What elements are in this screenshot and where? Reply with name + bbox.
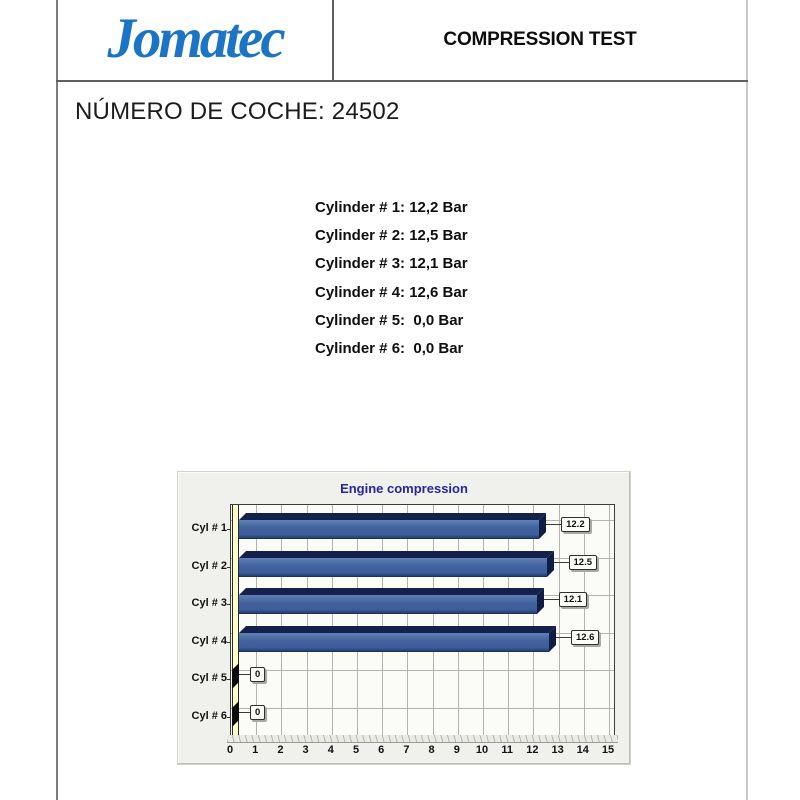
value-connector-line	[239, 674, 250, 675]
category-label: Cyl # 6	[191, 710, 227, 722]
x-tick-label: 13	[551, 744, 564, 756]
grid-line-vertical	[609, 505, 610, 735]
x-tick-label: 9	[453, 744, 460, 756]
grid-line-horizontal	[231, 670, 614, 671]
header-horizontal-divider	[56, 80, 748, 82]
category-tick	[227, 529, 231, 530]
bar	[239, 595, 537, 614]
grid-line-vertical	[256, 505, 257, 735]
category-tick	[227, 642, 231, 643]
category-label: Cyl # 5	[191, 672, 227, 685]
x-tick-label: 1	[252, 744, 259, 756]
car-number-label: NÚMERO DE COCHE:	[75, 98, 325, 125]
x-tick-label: 12	[526, 744, 539, 756]
x-tick-label: 3	[302, 744, 309, 756]
bar-value-label: 12.2	[561, 517, 590, 532]
x-tick-label: 4	[327, 744, 334, 756]
grid-line-vertical	[559, 505, 560, 735]
report-title: COMPRESSION TEST	[443, 29, 637, 50]
cylinder-reading: Cylinder # 5: 0,0 Bar	[315, 311, 464, 329]
bar-top-bevel	[239, 551, 554, 558]
cylinder-readings	[315, 194, 468, 363]
grid-line-vertical	[508, 505, 509, 735]
bar-value-label: 12.5	[569, 555, 598, 570]
category-label: Cyl # 1	[191, 522, 227, 534]
grid-line-vertical	[407, 505, 408, 735]
x-tick-label: 11	[501, 744, 514, 756]
report-title-box	[334, 0, 746, 80]
x-tick-label: 8	[428, 744, 435, 756]
x-tick-label: 10	[475, 744, 489, 756]
bar-value-label: 0	[250, 705, 265, 720]
value-connector-line	[239, 712, 250, 713]
grid-line-vertical	[307, 505, 308, 735]
category-tick	[227, 604, 231, 605]
cylinder-reading: Cylinder # 1: 12,2 Bar	[315, 199, 468, 216]
bar-value-label: 0	[250, 667, 265, 682]
x-tick-label: 2	[277, 744, 284, 756]
category-tick	[227, 717, 231, 718]
value-connector-line	[546, 524, 561, 525]
grid-line-vertical	[332, 505, 333, 735]
cylinder-reading: Cylinder # 4: 12,6 Bar	[315, 283, 468, 301]
category-tick	[227, 679, 231, 680]
jomatec-logo: Jomatec	[107, 6, 283, 70]
cylinder-reading: Cylinder # 6: 0,0 Bar	[315, 340, 464, 358]
bar-value-label: 12.6	[571, 630, 600, 645]
x-axis-floor	[227, 735, 618, 743]
x-tick-label: 5	[352, 744, 360, 756]
grid-line-vertical	[382, 505, 383, 735]
chart-plot-area	[191, 504, 615, 756]
bar-top-bevel	[239, 626, 556, 633]
x-tick-label: 6	[378, 744, 385, 756]
bar	[239, 558, 547, 577]
x-tick-label: 7	[403, 744, 410, 756]
car-number-value: 24502	[331, 98, 400, 125]
grid-line-vertical	[281, 505, 282, 735]
grid-line-vertical	[357, 505, 358, 735]
bar	[239, 633, 549, 652]
x-tick-label: 0	[226, 744, 234, 756]
category-label: Cyl # 2	[191, 559, 227, 572]
grid-line-vertical	[458, 505, 459, 735]
car-number-line	[75, 98, 400, 126]
bar-end-cap	[539, 513, 546, 539]
grid-line-vertical	[533, 505, 534, 735]
category-label: Cyl # 4	[191, 634, 227, 647]
cylinder-reading: Cylinder # 3: 12,1 Bar	[315, 255, 468, 273]
chart-title: Engine compression	[340, 481, 468, 496]
value-connector-line	[554, 562, 569, 563]
value-connector-line	[544, 599, 559, 600]
grid-line-vertical	[483, 505, 484, 735]
value-connector-line	[556, 637, 571, 638]
grid-line-vertical	[433, 505, 434, 735]
x-tick-label: 15	[601, 744, 615, 756]
compression-chart-panel	[177, 471, 631, 765]
page-border-left	[56, 0, 58, 800]
cylinder-reading: Cylinder # 2: 12,5 Bar	[315, 227, 468, 245]
bar-top-bevel	[239, 588, 544, 595]
category-tick	[227, 567, 231, 568]
category-label: Cyl # 3	[191, 597, 227, 610]
bar-top-bevel	[239, 513, 546, 520]
grid-line-horizontal	[231, 708, 614, 709]
bar	[239, 520, 539, 539]
page-border-right	[746, 0, 748, 800]
grid-line-vertical	[584, 505, 585, 735]
bar-value-label: 12.1	[559, 592, 588, 607]
x-tick-label: 14	[576, 744, 589, 756]
logo-box	[58, 0, 332, 80]
